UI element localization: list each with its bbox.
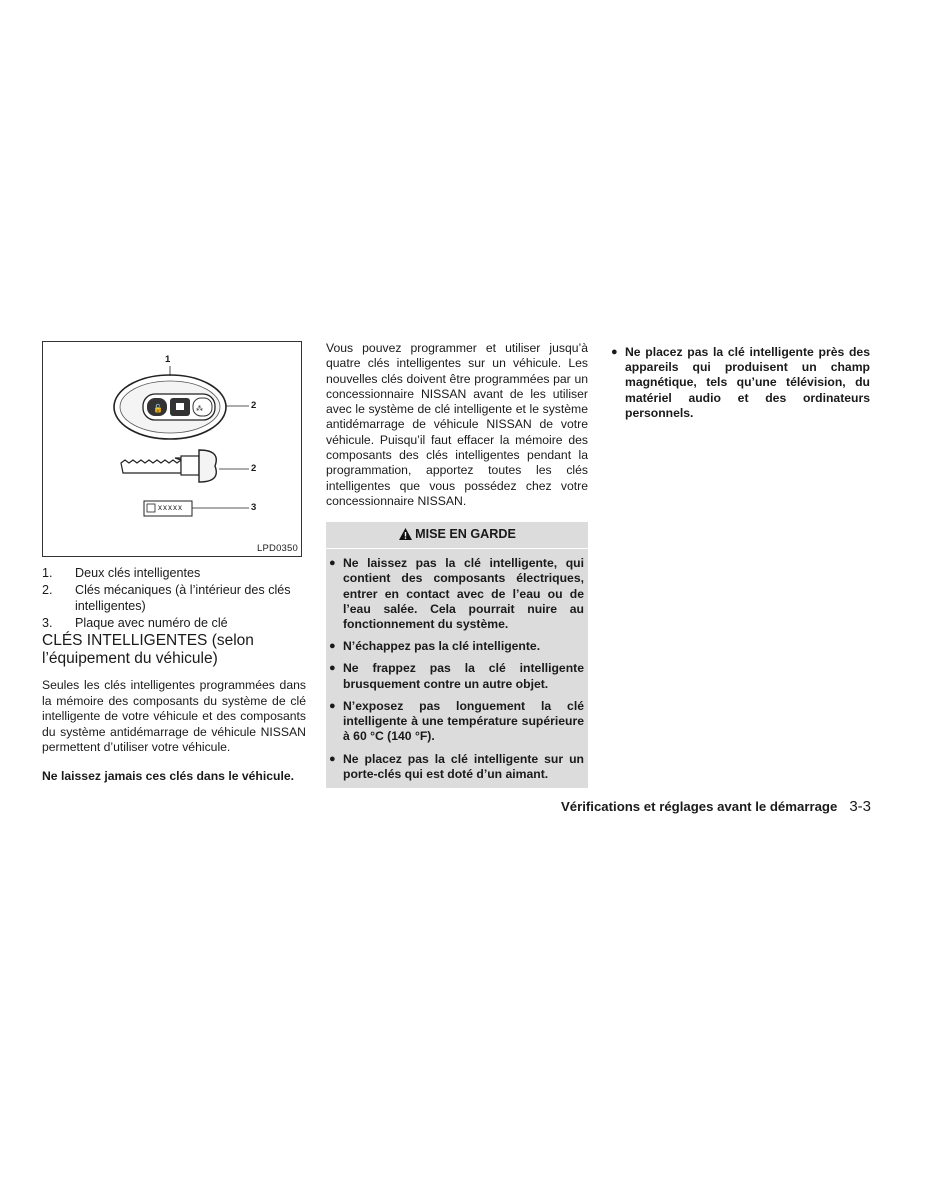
- page-footer: [561, 798, 871, 815]
- warning-header: [326, 526, 588, 549]
- section-paragraph: Seules les clés intelligentes programmées dans la mémoire des composants du système de clé intelligente de votre véhicule et des composants du système antidémarrage de véhicule NISSAN permettent d’utiliser votre véhicule.: [42, 678, 306, 754]
- intro-paragraph: Vous pouvez programmer et utiliser jusqu’à quatre clés intelligentes sur un véhicule. Les nouvelles clés doivent être programmées par un concessionnaire NISSAN avant de les utiliser avec le système de clé intelligente et le système antidémarrage de véhicule NISSAN de votre véhicule. Puisqu’il faut effacer la mémoire des composants des clés intelligentes pendant la programmation, apportez toutes les clés intelligentes que vous possédez chez votre concessionnaire NISSAN.: [326, 341, 588, 508]
- warning-item: ● Ne placez pas la clé intelligente près des appareils qui produisent un champ magnétique, tels qu’une télévision, du matériel audio et des ordinateurs personnels.: [611, 345, 870, 420]
- plate-number-text: xxxxx: [158, 503, 183, 512]
- bullet-icon: ●: [329, 557, 336, 570]
- left-column: [42, 341, 306, 784]
- bullet-icon: ●: [611, 346, 618, 358]
- warning-item: ● Ne placez pas la clé intelligente sur un porte-clés qui est doté d’un aimant.: [329, 751, 584, 781]
- warning-box: [326, 522, 588, 788]
- middle-column: [326, 341, 588, 788]
- bullet-icon: ●: [329, 640, 336, 653]
- warning-triangle-icon: [398, 527, 413, 541]
- figure-code: LPD0350: [256, 543, 298, 554]
- bold-note: Ne laissez jamais ces clés dans le véhicule.: [42, 768, 295, 783]
- callout-1: 1: [165, 354, 171, 365]
- section-title: CLÉS INTELLIGENTES (selon l’équipement du véhicule): [42, 632, 254, 667]
- smart-key-illustration: [43, 342, 303, 558]
- svg-text:⁂: ⁂: [196, 405, 203, 413]
- callout-2-key: 2: [251, 463, 257, 474]
- continued-warning-list: [611, 345, 870, 421]
- warning-item: ● N’échappez pas la clé intelligente.: [329, 639, 541, 654]
- warning-list: [326, 556, 588, 782]
- caption-item: 2. Clés mécaniques (à l’intérieur des clés intelligentes): [42, 583, 291, 613]
- svg-text:🔓: 🔓: [153, 404, 163, 413]
- bullet-icon: ●: [329, 699, 336, 712]
- callout-3: 3: [251, 502, 257, 513]
- right-column: [611, 345, 870, 428]
- warning-item: ● Ne laissez pas la clé intelligente, qui contient des composants électriques, entrer en contact avec de l’eau ou de l’eau salée. Cela pourrait nuire au fonctionnement du système.: [329, 556, 584, 632]
- caption-item: 1. Deux clés intelligentes: [42, 566, 201, 580]
- bullet-icon: ●: [329, 752, 336, 765]
- warning-title: MISE EN GARDE: [415, 527, 516, 542]
- figure-captions: [42, 565, 306, 631]
- bullet-icon: ●: [329, 662, 336, 675]
- footer-title: Vérifications et réglages avant le démarrage: [560, 799, 838, 814]
- warning-item: ● N’exposez pas longuement la clé intelligente à une température supérieure à 60 °C (140 °F).: [329, 698, 584, 744]
- callout-2-fob: 2: [251, 400, 257, 411]
- warning-item: ● Ne frappez pas la clé intelligente brusquement contre un autre objet.: [329, 661, 584, 691]
- smart-key-figure: [42, 341, 302, 557]
- page-number: 3-3: [849, 798, 871, 815]
- caption-item: 3. Plaque avec numéro de clé: [42, 616, 228, 630]
